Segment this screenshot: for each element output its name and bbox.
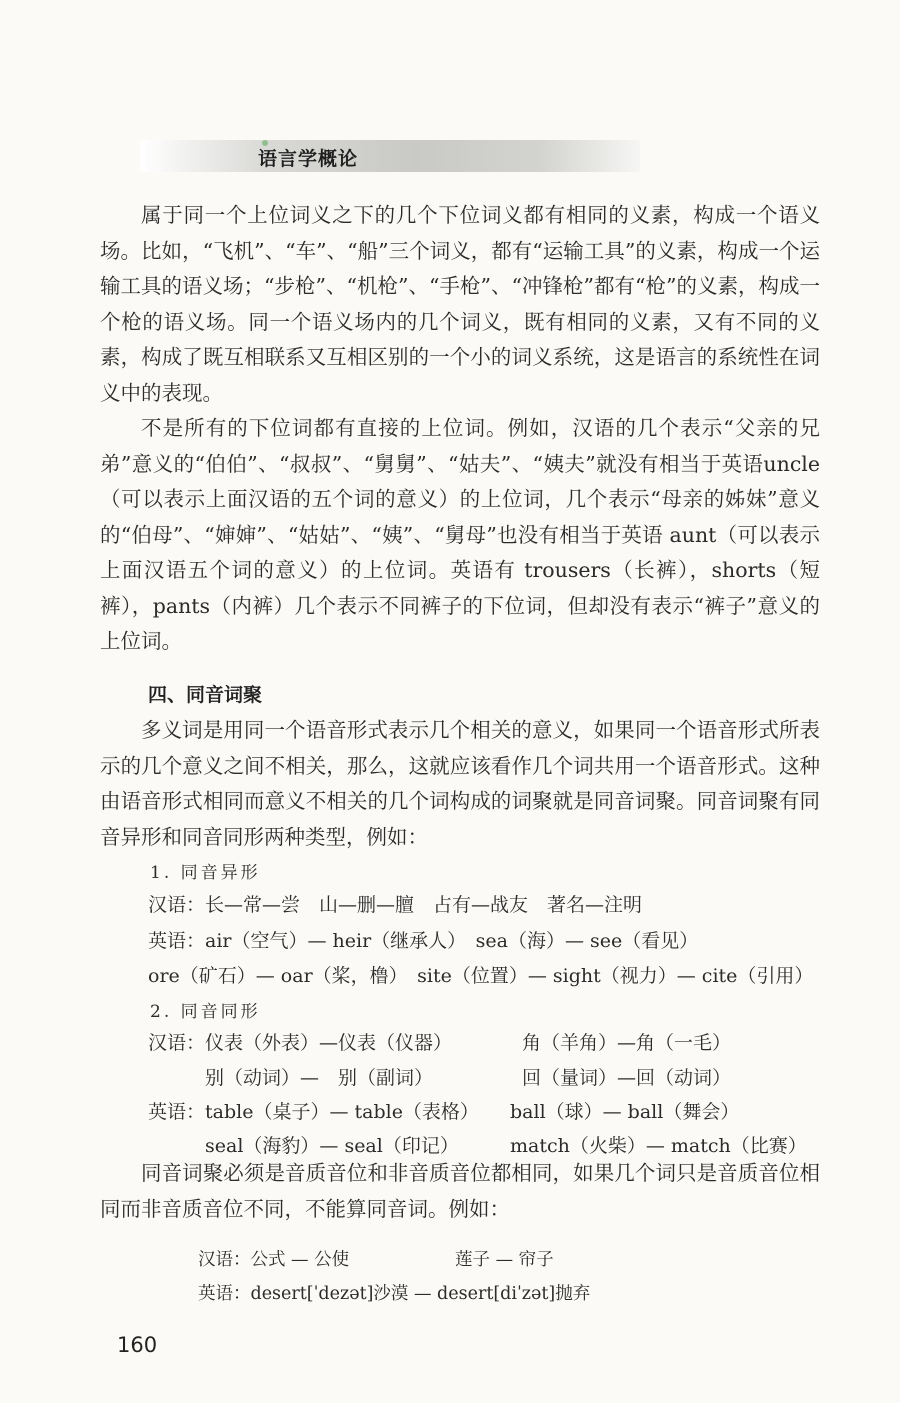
subheading-homophone-heteromorph: 1. 同音异形: [150, 863, 261, 883]
example-chinese-homograph-2: 角（羊角）—角（一毛）: [522, 1032, 732, 1054]
section-heading: 四、同音词聚: [148, 684, 263, 706]
paragraph-hypernym: 不是所有的下位词都有直接的上位词。例如，汉语的几个表示“父亲的兄弟”意义的“伯伯”、“叔叔”、“舅舅”、“姑夫”、“姨夫”就没有相当于英语uncle（可以表示上面汉语的五个词的意义）的上位词，几个表示“母亲的姊妹”意义的“伯母”、“婶婶”、“姑姑”、“姨”、“舅母”也没有相当于英语 aunt（可以表示上面汉语五个词的意义）的上位词。英语有 trousers（长裤），shorts（短裤），pants（内裤）几个表示不同裤子的下位词，但却没有表示“裤子”意义的上位词。: [100, 416, 820, 653]
example-english-homograph-4: match（火柴）— match（比赛）: [510, 1135, 807, 1157]
paragraph-semantic-field: 属于同一个上位词义之下的几个下位词义都有相同的义素，构成一个语义场。比如，“飞机”、“车”、“船”三个词义，都有“运输工具”的义素，构成一个运输工具的语义场；“步枪”、“机枪”、“手枪”、“冲锋枪”都有“枪”的义素，构成一个枪的语义场。同一个语义场内的几个词义，既有相同的义素，又有不同的义素，构成了既互相联系又互相区别的一个小的词义系统，这是语言的系统性在词义中的表现。: [100, 203, 820, 405]
example-english-stress: 英语：desert[ˈdezət]沙漠 — desert[diˈzət]抛弃: [198, 1284, 591, 1304]
body-text-bottom: [100, 1156, 820, 1227]
example-chinese-heteromorph: 汉语：长—常—尝 山—删—膻 占有—战友 著名—注明: [148, 894, 643, 916]
example-chinese-tone-2: 莲子 — 帘子: [455, 1250, 554, 1270]
example-english-heteromorph-1: 英语：air（空气）— heir（继承人） sea（海）— see（看见）: [148, 930, 699, 952]
page-number: 160: [117, 1333, 158, 1357]
paragraph-homophone-intro: 多义词是用同一个语音形式表示几个相关的意义，如果同一个语音形式所表示的几个意义之间不相关，那么，这就应该看作几个词共用一个语音形式。这种由语音形式相同而意义不相关的几个词构成的词聚就是同音词聚。同音词聚有同音异形和同音同形两种类型，例如：: [100, 718, 820, 849]
paragraph-homophone-condition: 同音词聚必须是音质音位和非音质音位都相同，如果几个词只是音质音位相同而非音质音位不同，不能算同音词。例如：: [100, 1161, 820, 1221]
example-chinese-homograph-3: 别（动词）— 别（副词）: [205, 1067, 434, 1089]
running-header-title: 语言学概论: [258, 148, 359, 170]
example-chinese-homograph-4: 回（量词）—回（动词）: [522, 1067, 732, 1089]
running-header-band: [140, 140, 640, 172]
body-text-middle: [100, 713, 820, 855]
example-english-homograph-1: 英语：table（桌子）— table（表格）: [148, 1101, 479, 1123]
subheading-homophone-homograph: 2. 同音同形: [150, 1002, 261, 1022]
body-text-top: [100, 198, 820, 660]
example-english-homograph-3: seal（海豹）— seal（印记）: [205, 1135, 459, 1157]
example-english-homograph-2: ball（球）— ball（舞会）: [510, 1101, 740, 1123]
example-english-heteromorph-2: ore（矿石）— oar（桨，橹） site（位置）— sight（视力）— cite（引用）: [148, 965, 814, 987]
example-chinese-tone-1: 汉语：公式 — 公使: [198, 1250, 350, 1270]
example-chinese-homograph-1: 汉语：仪表（外表）—仪表（仪器）: [148, 1032, 453, 1054]
